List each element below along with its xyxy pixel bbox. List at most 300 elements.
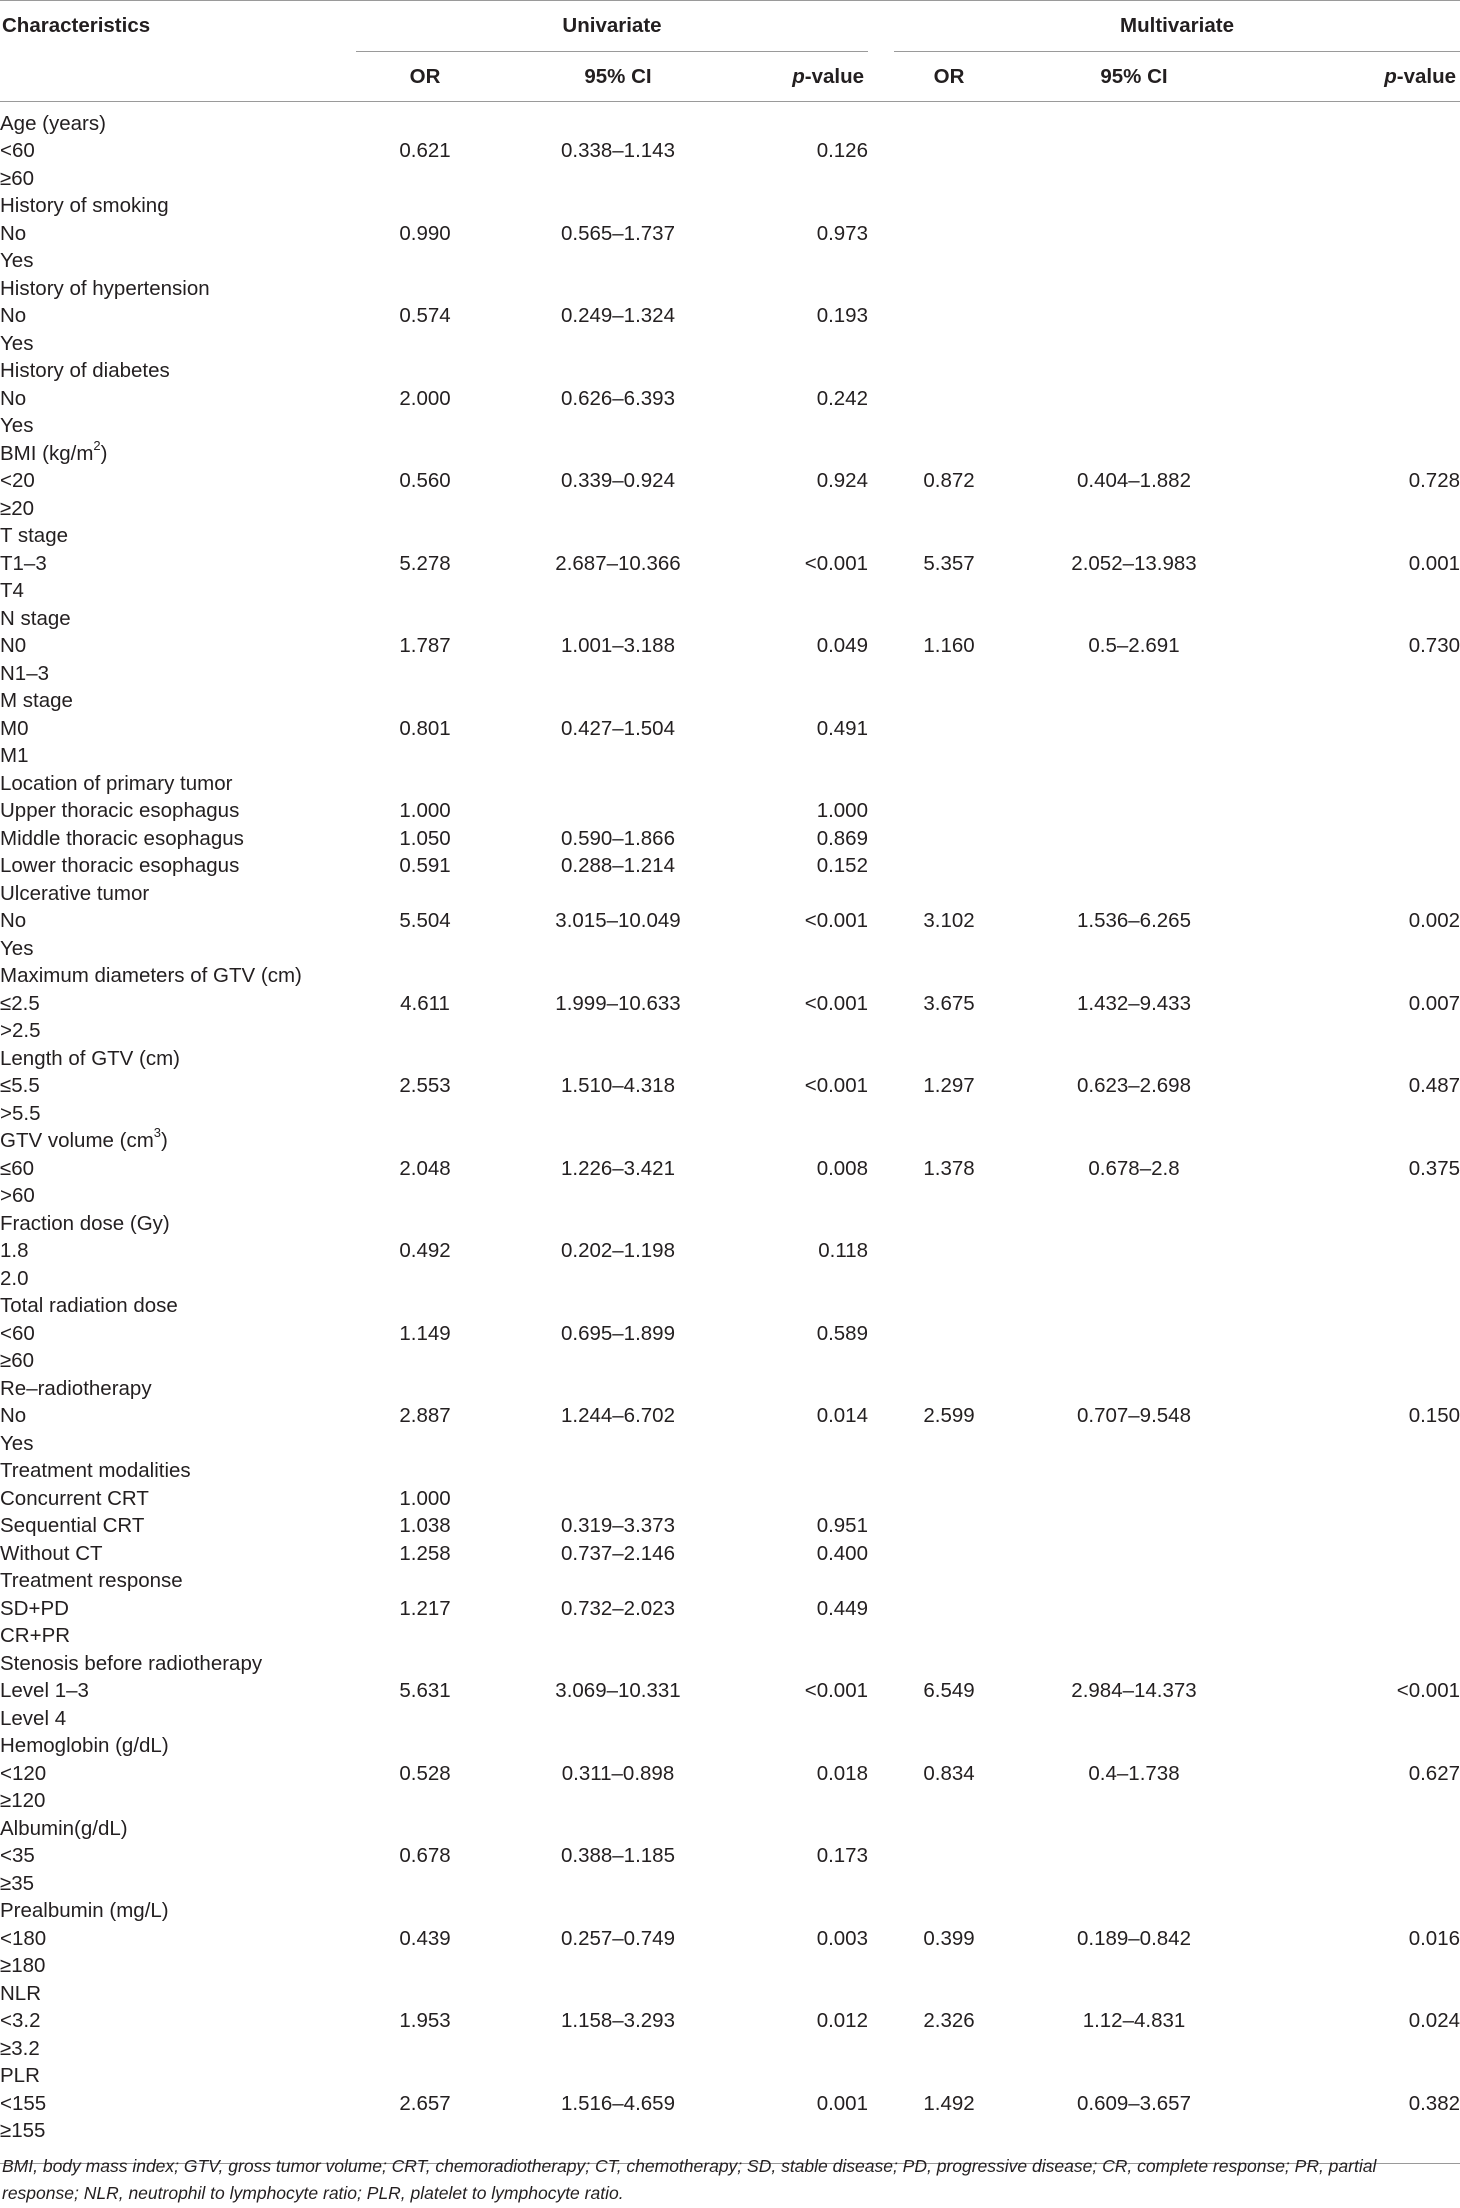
cell-multivariate-p: 0.487 xyxy=(1408,1074,1460,1098)
cell-univariate-or xyxy=(356,1458,494,1486)
subcategory-label xyxy=(0,935,356,963)
cell-univariate-p xyxy=(742,1348,868,1376)
cell-univariate-or xyxy=(356,963,494,991)
cell-univariate-p xyxy=(742,688,868,716)
label-text: PLR xyxy=(0,2064,40,2088)
cell-multivariate-p xyxy=(1264,825,1460,853)
cell-multivariate-or xyxy=(894,1045,1004,1073)
cell-multivariate-or: 1.378 xyxy=(923,1156,975,1180)
cell-univariate-p xyxy=(742,1210,868,1238)
subcategory-label xyxy=(0,908,356,936)
subcategory-label xyxy=(0,660,356,688)
cell-multivariate-or xyxy=(894,385,1004,413)
header-row-columns xyxy=(0,52,1460,102)
cell-multivariate-or: 2.326 xyxy=(923,2009,975,2033)
cell-multivariate-p xyxy=(1264,1953,1460,1981)
label-text: <180 xyxy=(0,1926,47,1950)
cell-univariate-ci xyxy=(494,1623,742,1651)
label-text: N0 xyxy=(0,634,27,658)
cell-gap xyxy=(868,385,894,413)
table-row xyxy=(0,2008,1460,2036)
cell-univariate-p xyxy=(742,165,868,193)
cell-univariate-ci xyxy=(494,578,742,606)
cell-univariate-or xyxy=(356,358,494,386)
cell-multivariate-p: 0.375 xyxy=(1408,1156,1460,1180)
cell-multivariate-p xyxy=(1264,1375,1460,1403)
cell-gap xyxy=(868,1018,894,1046)
cell-multivariate-ci xyxy=(1004,1320,1264,1348)
subcategory-label xyxy=(0,220,356,248)
cell-univariate-or xyxy=(356,2063,494,2091)
subcategory-label xyxy=(0,495,356,523)
cell-multivariate-ci: 0.5–2.691 xyxy=(1088,634,1180,658)
cell-univariate-p xyxy=(742,440,868,468)
cell-univariate-p xyxy=(742,358,868,386)
cell-multivariate-ci xyxy=(1004,303,1264,331)
cell-univariate-or xyxy=(356,2035,494,2063)
cell-multivariate-p: 0.730 xyxy=(1408,634,1460,658)
label-text: Ulcerative tumor xyxy=(0,881,150,905)
category-label xyxy=(0,437,356,468)
cell-gap xyxy=(868,990,894,1018)
subcategory-label xyxy=(0,1623,356,1651)
label-text: History of hypertension xyxy=(0,276,210,300)
table-row xyxy=(0,825,1460,853)
table-row-category xyxy=(0,1293,1460,1321)
table-row-category xyxy=(0,963,1460,991)
table-row xyxy=(0,330,1460,358)
cell-univariate-or xyxy=(356,248,494,276)
cell-multivariate-ci xyxy=(1004,1843,1264,1871)
cell-univariate-ci: 1.516–4.659 xyxy=(560,2091,675,2115)
cell-univariate-ci xyxy=(494,1265,742,1293)
cell-univariate-ci xyxy=(494,1458,742,1486)
cell-multivariate-or: 6.549 xyxy=(923,1679,975,1703)
cell-gap xyxy=(868,1293,894,1321)
cell-univariate-p xyxy=(742,523,868,551)
cell-multivariate-or: 3.102 xyxy=(923,909,975,933)
header-univariate-ci: 95% CI xyxy=(494,52,742,102)
label-text: 1.8 xyxy=(0,1239,29,1263)
cell-univariate-or xyxy=(356,1815,494,1843)
subcategory-label xyxy=(0,1403,356,1431)
table-row xyxy=(0,633,1460,661)
cell-multivariate-or xyxy=(894,715,1004,743)
cell-univariate-or xyxy=(356,1045,494,1073)
cell-gap xyxy=(868,1705,894,1733)
cell-univariate-or xyxy=(356,660,494,688)
cell-multivariate-or xyxy=(894,2118,1004,2146)
subcategory-label xyxy=(0,1073,356,1101)
subcategory-label xyxy=(0,2008,356,2036)
cell-univariate-p xyxy=(742,248,868,276)
cell-univariate-or: 0.574 xyxy=(399,304,451,328)
cell-multivariate-or xyxy=(894,495,1004,523)
category-label xyxy=(0,1568,356,1596)
table-row-category xyxy=(0,110,1460,138)
subcategory-label xyxy=(0,413,356,441)
cell-multivariate-p xyxy=(1264,935,1460,963)
cell-multivariate-ci xyxy=(1004,2035,1264,2063)
cell-multivariate-ci xyxy=(1004,1018,1264,1046)
cell-multivariate-ci xyxy=(1004,1293,1264,1321)
cell-gap xyxy=(868,1760,894,1788)
cell-gap xyxy=(868,1925,894,1953)
cell-multivariate-or xyxy=(894,1375,1004,1403)
subcategory-label xyxy=(0,1320,356,1348)
cell-univariate-or: 1.050 xyxy=(399,826,451,850)
cell-univariate-ci xyxy=(494,1870,742,1898)
cell-multivariate-ci: 0.678–2.8 xyxy=(1088,1156,1180,1180)
cell-multivariate-or: 2.599 xyxy=(923,1404,975,1428)
table-row xyxy=(0,1678,1460,1706)
cell-univariate-ci xyxy=(494,1293,742,1321)
label-text: M0 xyxy=(0,716,29,740)
cell-univariate-or: 0.990 xyxy=(399,221,451,245)
table-row xyxy=(0,468,1460,496)
cell-univariate-p xyxy=(742,413,868,441)
cell-univariate-or: 4.611 xyxy=(400,991,450,1015)
header-gap xyxy=(868,1,894,52)
cell-multivariate-ci xyxy=(1004,330,1264,358)
cell-multivariate-p xyxy=(1264,165,1460,193)
header-univariate-p xyxy=(742,52,868,102)
label-text: ≥60 xyxy=(0,1349,35,1373)
cell-univariate-or xyxy=(356,1293,494,1321)
cell-multivariate-ci xyxy=(1004,825,1264,853)
cell-gap xyxy=(868,1073,894,1101)
cell-univariate-p xyxy=(742,2118,868,2146)
cell-gap xyxy=(868,770,894,798)
cell-univariate-ci: 1.158–3.293 xyxy=(560,2009,675,2033)
header-multivariate-ci: 95% CI xyxy=(1004,52,1264,102)
cell-gap xyxy=(868,165,894,193)
table-body xyxy=(0,102,1460,2164)
cell-multivariate-p xyxy=(1264,495,1460,523)
cell-multivariate-p xyxy=(1264,770,1460,798)
category-label xyxy=(0,1125,356,1156)
subcategory-label xyxy=(0,385,356,413)
cell-multivariate-p xyxy=(1264,1128,1460,1156)
cell-univariate-ci xyxy=(494,688,742,716)
cell-multivariate-ci xyxy=(1004,1870,1264,1898)
cell-univariate-ci xyxy=(494,798,742,826)
category-label xyxy=(0,1375,356,1403)
cell-multivariate-or xyxy=(894,660,1004,688)
cell-gap xyxy=(868,468,894,496)
cell-multivariate-ci xyxy=(1004,880,1264,908)
cell-multivariate-ci xyxy=(1004,1128,1264,1156)
label-text: Location of primary tumor xyxy=(0,771,233,795)
cell-multivariate-p xyxy=(1264,798,1460,826)
cell-multivariate-or xyxy=(894,220,1004,248)
cell-multivariate-p xyxy=(1264,385,1460,413)
label-text: GTV volume (cm xyxy=(0,1129,154,1153)
label-text: <3.2 xyxy=(0,2009,41,2033)
cell-multivariate-or xyxy=(894,1568,1004,1596)
cell-multivariate-ci xyxy=(1004,1815,1264,1843)
header-characteristics: Characteristics xyxy=(0,1,356,52)
cell-multivariate-ci xyxy=(1004,1705,1264,1733)
cell-univariate-p xyxy=(742,1458,868,1486)
cell-univariate-ci: 1.999–10.633 xyxy=(555,991,681,1015)
cell-gap xyxy=(868,1265,894,1293)
cell-gap xyxy=(868,110,894,138)
cell-univariate-ci xyxy=(494,1018,742,1046)
cell-multivariate-or xyxy=(894,358,1004,386)
cell-univariate-or: 2.887 xyxy=(399,1404,451,1428)
cell-multivariate-ci xyxy=(1004,1210,1264,1238)
category-label xyxy=(0,605,356,633)
cell-gap xyxy=(868,330,894,358)
table-row xyxy=(0,1238,1460,1266)
cell-univariate-or xyxy=(356,1430,494,1458)
cell-univariate-p: 0.173 xyxy=(816,1844,868,1868)
cell-multivariate-p xyxy=(1264,2118,1460,2146)
subcategory-label xyxy=(0,1595,356,1623)
label-text: Maximum diameters of GTV (cm) xyxy=(0,964,302,988)
cell-univariate-ci xyxy=(494,1348,742,1376)
cell-multivariate-ci: 1.12–4.831 xyxy=(1082,2009,1186,2033)
cell-multivariate-p: 0.001 xyxy=(1408,551,1460,575)
cell-multivariate-or xyxy=(894,440,1004,468)
cell-gap xyxy=(868,1953,894,1981)
cell-univariate-ci xyxy=(494,1485,742,1513)
cell-multivariate-or xyxy=(894,1430,1004,1458)
subcategory-label xyxy=(0,1953,356,1981)
cell-multivariate-ci xyxy=(1004,1568,1264,1596)
header-multivariate-or: OR xyxy=(894,52,1004,102)
cell-univariate-p xyxy=(742,1788,868,1816)
cell-univariate-ci xyxy=(494,963,742,991)
table-row-category xyxy=(0,770,1460,798)
label-text: Age (years) xyxy=(0,111,106,135)
table-row xyxy=(0,1320,1460,1348)
cell-multivariate-ci xyxy=(1004,1458,1264,1486)
cell-multivariate-p xyxy=(1264,1513,1460,1541)
cell-multivariate-p xyxy=(1264,303,1460,331)
cell-multivariate-p xyxy=(1264,1788,1460,1816)
subcategory-label xyxy=(0,1100,356,1128)
cell-multivariate-or xyxy=(894,1705,1004,1733)
cell-multivariate-or xyxy=(894,330,1004,358)
cell-univariate-ci xyxy=(494,1980,742,2008)
label-text: N stage xyxy=(0,606,71,630)
label-text: T stage xyxy=(0,524,68,548)
cell-multivariate-or xyxy=(894,935,1004,963)
table-row xyxy=(0,220,1460,248)
cell-univariate-or: 0.591 xyxy=(399,854,451,878)
table-row xyxy=(0,1485,1460,1513)
label-text: BMI (kg/m xyxy=(0,441,94,465)
category-label xyxy=(0,1650,356,1678)
cell-multivariate-ci xyxy=(1004,688,1264,716)
cell-univariate-ci xyxy=(494,110,742,138)
cell-multivariate-ci xyxy=(1004,358,1264,386)
cell-univariate-p: 0.018 xyxy=(816,1761,868,1785)
cell-multivariate-ci xyxy=(1004,1238,1264,1266)
cell-multivariate-or xyxy=(894,853,1004,881)
cell-multivariate-ci xyxy=(1004,248,1264,276)
cell-multivariate-ci xyxy=(1004,770,1264,798)
cell-gap xyxy=(868,578,894,606)
label-text: Yes xyxy=(0,1431,34,1455)
cell-univariate-or xyxy=(356,1650,494,1678)
table-row xyxy=(0,385,1460,413)
label-text: Treatment response xyxy=(0,1569,183,1593)
cell-univariate-ci: 0.339–0.924 xyxy=(560,469,675,493)
subcategory-label xyxy=(0,2118,356,2146)
cell-univariate-ci xyxy=(494,770,742,798)
cell-multivariate-p xyxy=(1264,1843,1460,1871)
cell-univariate-p xyxy=(742,770,868,798)
subcategory-label xyxy=(0,1265,356,1293)
cell-gap xyxy=(868,1568,894,1596)
label-text: ≥3.2 xyxy=(0,2036,40,2060)
cell-univariate-ci xyxy=(494,275,742,303)
label-text: <60 xyxy=(0,1321,35,1345)
cell-gap xyxy=(868,1980,894,2008)
cell-univariate-p: 0.152 xyxy=(816,854,868,878)
label-text: ≥35 xyxy=(0,1871,35,1895)
cell-gap xyxy=(868,1788,894,1816)
table-row-category xyxy=(0,1458,1460,1486)
cell-multivariate-ci: 1.536–6.265 xyxy=(1076,909,1191,933)
cell-univariate-p xyxy=(742,1815,868,1843)
label-text: NLR xyxy=(0,1981,42,2005)
cell-gap xyxy=(868,523,894,551)
cell-multivariate-ci xyxy=(1004,743,1264,771)
cell-multivariate-or xyxy=(894,963,1004,991)
category-label xyxy=(0,193,356,221)
label-text: <20 xyxy=(0,469,35,493)
cell-multivariate-p xyxy=(1264,248,1460,276)
table-row-category xyxy=(0,1045,1460,1073)
table-footnote: BMI, body mass index; GTV, gross tumor volume; CRT, chemoradiotherapy; CT, chemotherapy; SD, stable disease; PD, progressive disease; CR, complete response; PR, partial response; NLR, neutrophil to lymphocyte ratio; PLR, platelet to lymphocyte ratio. xyxy=(2,2156,1377,2203)
cell-univariate-or xyxy=(356,413,494,441)
table-row xyxy=(0,1018,1460,1046)
cell-multivariate-p xyxy=(1264,1870,1460,1898)
cell-gap xyxy=(868,248,894,276)
p-rest: -value xyxy=(804,64,864,88)
cell-multivariate-p xyxy=(1264,1293,1460,1321)
subcategory-label xyxy=(0,1155,356,1183)
table-row xyxy=(0,2035,1460,2063)
cell-multivariate-or xyxy=(894,825,1004,853)
cell-univariate-ci xyxy=(494,165,742,193)
cell-univariate-ci: 3.069–10.331 xyxy=(555,1679,681,1703)
cell-multivariate-or xyxy=(894,138,1004,166)
table-row-category xyxy=(0,1568,1460,1596)
cell-univariate-p xyxy=(742,1430,868,1458)
cell-gap xyxy=(868,1678,894,1706)
label-text: ≥155 xyxy=(0,2119,46,2143)
cell-univariate-or xyxy=(356,165,494,193)
cell-univariate-ci xyxy=(494,1568,742,1596)
cell-multivariate-p xyxy=(1264,330,1460,358)
cell-multivariate-ci xyxy=(1004,1788,1264,1816)
label-text: T1–3 xyxy=(0,551,47,575)
cell-univariate-or: 5.278 xyxy=(399,551,451,575)
cell-univariate-p: <0.001 xyxy=(804,909,868,933)
table-row-category xyxy=(0,1980,1460,2008)
category-label xyxy=(0,275,356,303)
cell-multivariate-ci: 0.707–9.548 xyxy=(1076,1404,1191,1428)
cell-gap xyxy=(868,275,894,303)
cell-multivariate-p xyxy=(1264,743,1460,771)
cell-gap xyxy=(868,1348,894,1376)
header-row-groups xyxy=(0,1,1460,52)
table-row xyxy=(0,1403,1460,1431)
category-label xyxy=(0,110,356,138)
cell-univariate-or: 0.528 xyxy=(399,1761,451,1785)
cell-univariate-ci: 0.590–1.866 xyxy=(560,826,675,850)
subcategory-label xyxy=(0,798,356,826)
cell-multivariate-p xyxy=(1264,275,1460,303)
category-label xyxy=(0,358,356,386)
cell-multivariate-or: 5.357 xyxy=(923,551,975,575)
cell-multivariate-p xyxy=(1264,1348,1460,1376)
label-text: Yes xyxy=(0,936,34,960)
cell-multivariate-or: 0.872 xyxy=(923,469,975,493)
cell-univariate-ci: 0.695–1.899 xyxy=(560,1321,675,1345)
table-row xyxy=(0,1953,1460,1981)
table-row xyxy=(0,1788,1460,1816)
label-text: <35 xyxy=(0,1844,35,1868)
subcategory-label xyxy=(0,1925,356,1953)
cell-multivariate-ci xyxy=(1004,935,1264,963)
table-row xyxy=(0,578,1460,606)
subcategory-label xyxy=(0,2035,356,2063)
category-label xyxy=(0,1458,356,1486)
cell-multivariate-ci xyxy=(1004,1100,1264,1128)
cell-univariate-ci: 3.015–10.049 xyxy=(555,909,681,933)
cell-univariate-p: 0.242 xyxy=(816,386,868,410)
cell-multivariate-p: 0.002 xyxy=(1408,909,1460,933)
cell-gap xyxy=(868,138,894,166)
cell-univariate-p: 0.449 xyxy=(816,1596,868,1620)
cell-univariate-ci: 0.732–2.023 xyxy=(560,1596,675,1620)
cell-gap xyxy=(868,715,894,743)
cell-multivariate-p xyxy=(1264,193,1460,221)
table-row xyxy=(0,1760,1460,1788)
cell-multivariate-p xyxy=(1264,2035,1460,2063)
cell-univariate-p: 0.049 xyxy=(816,634,868,658)
cell-univariate-ci xyxy=(494,1815,742,1843)
cell-multivariate-or xyxy=(894,1485,1004,1513)
cell-univariate-p xyxy=(742,1733,868,1761)
cell-multivariate-or xyxy=(894,1183,1004,1211)
label-text: N1–3 xyxy=(0,661,50,685)
subcategory-label xyxy=(0,550,356,578)
cell-multivariate-or: 0.834 xyxy=(923,1761,975,1785)
category-label xyxy=(0,1733,356,1761)
label-text: Without CT xyxy=(0,1541,103,1565)
cell-multivariate-p xyxy=(1264,138,1460,166)
subcategory-label xyxy=(0,2090,356,2118)
table-row-category xyxy=(0,605,1460,633)
cell-univariate-ci: 0.338–1.143 xyxy=(560,139,675,163)
cell-multivariate-p xyxy=(1264,1100,1460,1128)
cell-gap xyxy=(868,853,894,881)
cell-univariate-or: 1.217 xyxy=(399,1596,451,1620)
label-text: M1 xyxy=(0,744,29,768)
cell-gap xyxy=(868,550,894,578)
table-row-category xyxy=(0,523,1460,551)
cell-univariate-or xyxy=(356,495,494,523)
subcategory-label xyxy=(0,1870,356,1898)
cell-gap xyxy=(868,688,894,716)
